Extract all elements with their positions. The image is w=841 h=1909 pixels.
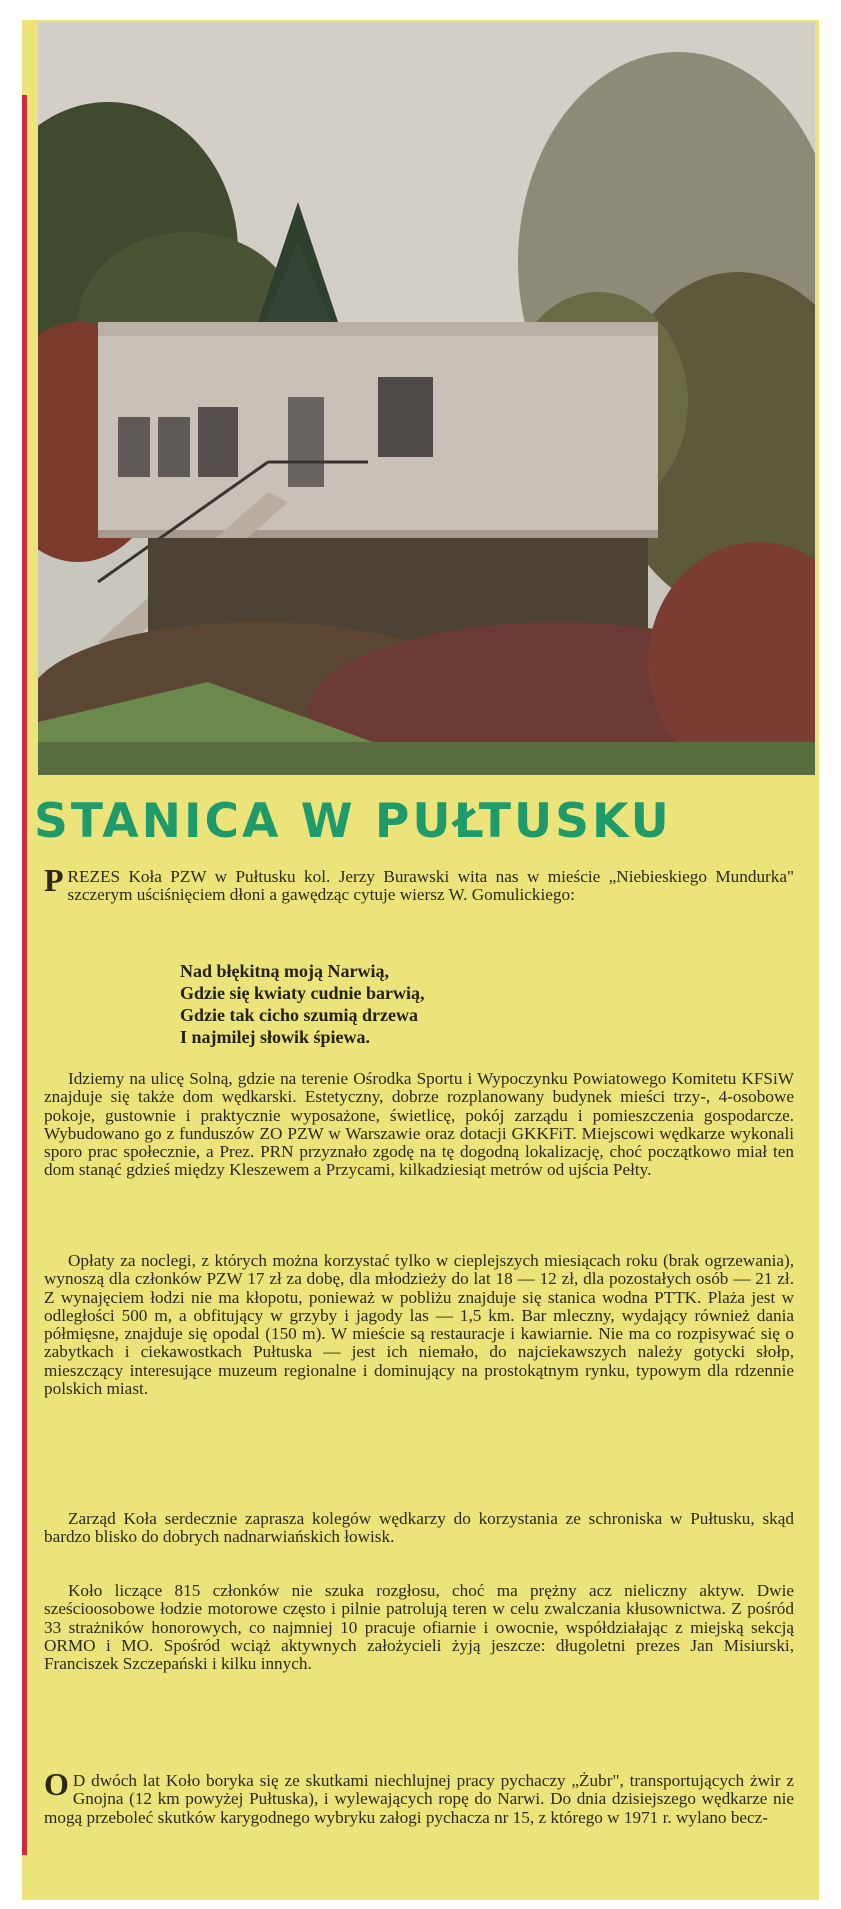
intro-text: REZES Koła PZW w Pułtusku kol. Jerzy Burawski wita nas w mieście „Niebieskiego Mundurka" szczerym uściśnięciem dłoni a gawędząc cytuje wiersz W. Gomulickiego: bbox=[67, 867, 794, 905]
dropcap-p: P bbox=[44, 862, 64, 898]
body-paragraph-3: Zarząd Koła serdecznie zaprasza kolegów wędkarzy do korzystania ze schroniska w Pułtusku, skąd bardzo blisko do dobrych nadnarwiańskich łowisk. bbox=[44, 1509, 794, 1547]
body-paragraph-2: Opłaty za noclegi, z których można korzystać tylko w cieplejszych miesiącach roku (brak ogrzewania), wynoszą dla członków PZW 17 zł za dobę, dla młodzieży do lat 18 — 12 zł, dla pozostałych osób — 21 zł. Z wynajęciem łodzi nie ma kłopotu, ponieważ w pobliżu znajduje się stanica wodna PTTK. Plaża jest w odległości 500 m, a obfitujący w grzyby i jagody las — 1,5 km. Bar mleczny, wydający również dania półmięsne, znajduje się opodal (150 m). W mieście są restauracje i kawiarnie. Nie ma co rozpisywać się o zabytkach i ciekawostkach Pułtuska — jest ich niemało, do najciekawszych należy gotycki słołp, mieszczący interesujące muzeum regionalne i dominujący na prostokątnym rynku, typowym dla rdzennie polskich miast. bbox=[44, 1251, 794, 1399]
poem-line: Gdzie tak cicho szumią drzewa bbox=[180, 1005, 418, 1025]
poem-quote bbox=[180, 960, 700, 1048]
poem-line: Gdzie się kwiaty cudnie barwią, bbox=[180, 983, 425, 1003]
red-margin-line bbox=[22, 95, 27, 1855]
body-paragraph-4: Koło liczące 815 członków nie szuka rozgłosu, choć ma prężny acz nieliczny aktyw. Dwie sześcioosobowe łodzie motorowe często i pilnie patrolują teren w celu zwalczania kłusownictwa. Z pośród 33 strażników honorowych, co najmniej 10 pracuje ofiarnie i owocnie, współdziałając z miejską sekcją ORMO i MO. Spośród wciąż aktywnych założycieli żyją jeszcze: długoletni prezes Jan Misiurski, Franciszek Szczepański i kilku innych. bbox=[44, 1581, 794, 1674]
article-photo bbox=[38, 22, 815, 775]
intro-paragraph bbox=[44, 862, 794, 905]
poem-line: Nad błękitną moją Narwią, bbox=[180, 961, 390, 981]
body-paragraph-1: Idziemy na ulicę Solną, gdzie na terenie Ośrodka Sportu i Wypoczynku Powiatowego Komitetu KFSiW znajduje się także dom wędkarski. Estetyczny, dobrze rozplanowany budynek mieści trzy-, 4-osobowe pokoje, gustownie i praktycznie wyposażone, świetlicę, pokój zarządu i pomieszczenia gospodarcze. Wybudowano go z funduszów ZO PZW w Warszawie oraz dotacji GKKFiT. Miejscowi wędkarze wykonali sporo prac społecznie, a Prez. PRN przyznało zgodę na tę dogodną lokalizację, choć początkowo miał ten dom stanąć gdzieś między Kleszewem a Przycami, kilkadziesiąt metrów od ujścia Pełty. bbox=[44, 1069, 794, 1180]
closing-paragraph bbox=[44, 1766, 794, 1827]
article-headline: STANICA W PUŁTUSKU bbox=[34, 794, 672, 849]
dropcap-o: O bbox=[44, 1766, 69, 1802]
poem-line: I najmilej słowik śpiewa. bbox=[180, 1027, 371, 1047]
closing-text: D dwóch lat Koło boryka się ze skutkami niechlujnej pracy pychaczy „Żubr", transportujących żwir z Gnojna (12 km powyżej Pułtuska), i wylewających ropę do Narwi. Do dnia dzisiejszego wędkarze nie mogą przeboleć skutków karygodnego wybryku załogi pychacza nr 15, z którego w 1971 r. wylano becz- bbox=[44, 1771, 794, 1827]
